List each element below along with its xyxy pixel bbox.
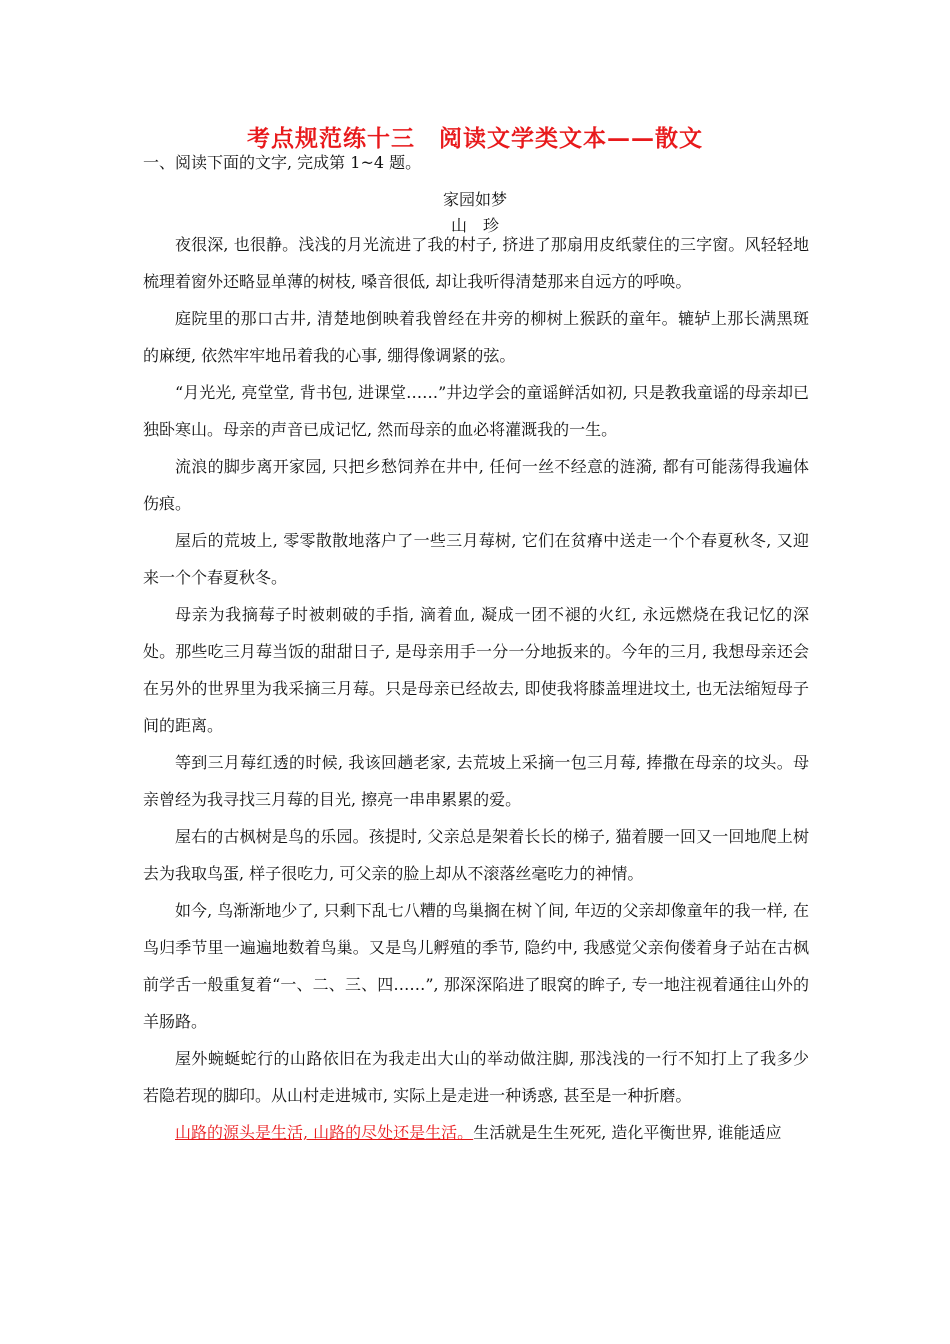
paragraph-continuation: 生活就是生生死死, 造化平衡世界, 谁能适应 <box>473 1123 782 1142</box>
paragraph: 屋右的古枫树是鸟的乐园。孩提时, 父亲总是架着长长的梯子, 猫着腰一回又一回地爬上树去为我取鸟蛋, 样子很吃力, 可父亲的脸上却从不滚落丝毫吃力的神情。 <box>143 827 809 883</box>
paragraph: 等到三月莓红透的时候, 我该回趟老家, 去荒坡上采摘一包三月莓, 捧撒在母亲的坟头。母亲曾经为我寻找三月莓的目光, 擦亮一串串累累的爱。 <box>143 753 809 809</box>
page-title: 考点规范练十三 阅读文学类文本——散文 <box>247 125 703 152</box>
paragraph-last <box>143 1114 809 1151</box>
paragraph: 夜很深, 也很静。浅浅的月光流进了我的村子, 挤进了那扇用皮纸蒙住的三字窗。风轻轻地梳理着窗外还略显单薄的树枝, 嗓音很低, 却让我听得清楚那来自远方的呼唤。 <box>143 235 809 291</box>
paragraph: 如今, 鸟渐渐地少了, 只剩下乱七八糟的鸟巢搁在树丫间, 年迈的父亲却像童年的我一样, 在鸟归季节里一遍遍地数着鸟巢。又是鸟儿孵殖的季节, 隐约中, 我感觉父亲佝偻着身子站在古枫前学舌一般重复着“一、二、三、四……”, 那深深陷进了眼窝的眸子, 专一地注视着通往山外的羊肠路。 <box>143 901 809 1031</box>
article-author: 山 珍 <box>450 216 499 235</box>
highlighted-sentence: 山路的源头是生活, 山路的尽处还是生活。 <box>175 1123 474 1142</box>
paragraph: 庭院里的那口古井, 清楚地倒映着我曾经在井旁的柳树上猴跃的童年。辘轳上那长满黑斑的麻绠, 依然牢牢地吊着我的心事, 绷得像调紧的弦。 <box>143 309 809 365</box>
article-body <box>143 226 809 1151</box>
article-title: 家园如梦 <box>442 190 507 209</box>
paragraph: 流浪的脚步离开家园, 只把乡愁饲养在井中, 任何一丝不经意的涟漪, 都有可能荡得我遍体伤痕。 <box>143 457 809 513</box>
paragraph: “月光光, 亮堂堂, 背书包, 进课堂……”井边学会的童谣鲜活如初, 只是教我童谣的母亲却已独卧寒山。母亲的声音已成记忆, 然而母亲的血必将灌溉我的一生。 <box>143 383 809 439</box>
paragraph: 屋后的荒坡上, 零零散散地落户了一些三月莓树, 它们在贫瘠中送走一个个春夏秋冬, 又迎来一个个春夏秋冬。 <box>143 531 809 587</box>
paragraph: 母亲为我摘莓子时被刺破的手指, 滴着血, 凝成一团不褪的火红, 永远燃烧在我记忆的深处。那些吃三月莓当饭的甜甜日子, 是母亲用手一分一分地扳来的。今年的三月, 我想母亲还会在另外的世界里为我采摘三月莓。只是母亲已经故去, 即使我将膝盖埋进坟土, 也无法缩短母子间的距离。 <box>143 605 809 735</box>
question-instruction: 一、阅读下面的文字, 完成第 1~4 题。 <box>143 153 422 172</box>
paragraph: 屋外蜿蜒蛇行的山路依旧在为我走出大山的举动做注脚, 那浅浅的一行不知打上了我多少若隐若现的脚印。从山村走进城市, 实际上是走进一种诱惑, 甚至是一种折磨。 <box>143 1049 809 1105</box>
